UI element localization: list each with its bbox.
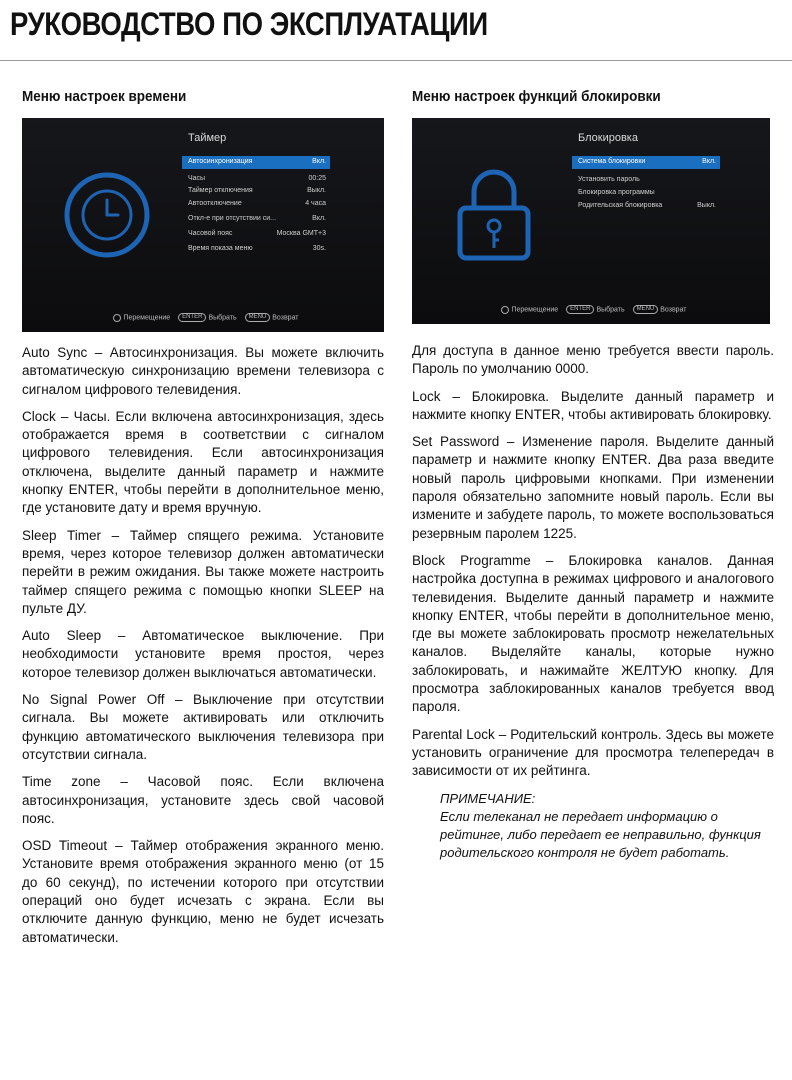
menu-item-no-signal-off[interactable]: Откл-е при отсутствии си... Вкл. — [188, 215, 326, 222]
menu-item-osd-timeout[interactable]: Время показа меню 30s. — [188, 245, 326, 252]
menu-item-clock[interactable]: Часы 00:25 — [188, 175, 326, 182]
timer-menu-screenshot — [22, 118, 384, 332]
paragraph-password-intro: Для доступа в данное меню требуется ввести пароль. Пароль по умолчанию 0000. — [412, 343, 774, 377]
menu-item-lock-system[interactable]: Система блокировки Вкл. — [572, 156, 720, 169]
page-title: РУКОВОДСТВО ПО ЭКСПЛУАТАЦИИ — [10, 6, 488, 42]
menu-item-sleep-timer[interactable]: Таймер отключения Выкл. — [188, 187, 326, 194]
dpad-icon — [113, 314, 121, 322]
padlock-icon — [454, 164, 534, 264]
screen-footer: Перемещение ENTER Выбрать MENU Возврат — [22, 313, 384, 322]
enter-key: ENTER — [566, 305, 594, 314]
paragraph-osd-timeout: OSD Timeout – Таймер отображения экранного меню. Установите время отображения экранного меню (от 15 до 60 секунд), по истечении которого при отсутствии операций оно будет исчезать с экрана. Если вы отключите данную функцию, меню не будет исчезать автоматически. — [22, 838, 384, 945]
screen-title: Блокировка — [578, 132, 638, 144]
paragraph-auto-sync: Auto Sync – Автосинхронизация. Вы можете включить автоматическую синхронизацию времени телевизора с сигналом цифрового телевидения. — [22, 345, 384, 397]
screen-footer: Перемещение ENTER Выбрать MENU Возврат — [412, 305, 770, 314]
paragraph-block-programme: Block Programme – Блокировка каналов. Данная настройка доступна в режимах цифрового и аналогового телевидения. Выделите данный параметр и нажмите кнопку ENTER, чтобы перейти в дополнительное меню, где вы можете заблокировать просмотр нежелательных каналов. Выделяйте каналы, которые нужно заблокировать, и нажимайте ЖЕЛТУЮ кнопку. Для просмотра заблокированных каналов требуется ввод пароля. — [412, 552, 774, 715]
paragraph-set-password: Set Password – Изменение пароля. Выделите данный параметр и нажмите кнопку ENTER. Два раза введите новый пароль цифровыми кнопками. При изменении пароля обязательно запомните новый пароль. Если вы измените и забудете пароль, то можете воспользоваться резервным паролем 1225. — [412, 434, 774, 541]
paragraph-auto-sleep: Auto Sleep – Автоматическое выключение. При необходимости установите время простоя, через которое телевизор должен выключаться автоматически. — [22, 628, 384, 680]
time-settings-heading: Меню настроек времени — [22, 88, 187, 105]
menu-item-block-programme[interactable]: Блокировка программы — [578, 189, 655, 196]
lock-settings-text — [412, 342, 774, 781]
paragraph-lock: Lock – Блокировка. Выделите данный параметр и нажмите кнопку ENTER, чтобы активировать блокировку. — [412, 388, 774, 422]
paragraph-time-zone: Time zone – Часовой пояс. Если включена автосинхронизация, установите здесь свой часовой пояс. — [22, 774, 384, 826]
note-text: Если телеканал не передает информацию о рейтинге, либо передает ее неправильно, функция родительского контроля не будет работать. — [440, 808, 761, 860]
right-column — [412, 88, 774, 862]
lock-menu-screenshot — [412, 118, 770, 324]
paragraph-clock: Clock – Часы. Если включена автосинхронизация, здесь отображается время в соответствии с сигналом цифрового телевидения. Если автосинхронизация отключена, выделите данный параметр и нажмите кнопку ENTER, чтобы перейти в дополнительное меню, где установите дату и время вручную. — [22, 408, 384, 516]
note-block — [440, 790, 770, 862]
left-column — [22, 88, 384, 956]
menu-key: MENU — [245, 313, 271, 322]
enter-key: ENTER — [178, 313, 206, 322]
lock-settings-heading: Меню настроек функций блокировки — [412, 88, 661, 105]
clock-icon — [62, 170, 152, 260]
note-title: ПРИМЕЧАНИЕ: — [440, 790, 536, 806]
menu-item-parental-lock[interactable]: Родительская блокировка Выкл. — [578, 202, 716, 209]
title-divider — [0, 60, 792, 61]
paragraph-sleep-timer: Sleep Timer – Таймер спящего режима. Установите время, через которое телевизор должен автоматически перейти в режим ожидания. Вы также можете настроить таймер спящего режима с помощью кнопки SLEEP на пульте ДУ. — [22, 527, 384, 616]
menu-item-auto-sync[interactable]: Автосинхронизация Вкл. — [182, 156, 330, 169]
dpad-icon — [501, 306, 509, 314]
menu-key: MENU — [633, 305, 659, 314]
menu-item-time-zone[interactable]: Часовой пояс Москва GMT+3 — [188, 230, 326, 237]
paragraph-parental-lock: Parental Lock – Родительский контроль. Здесь вы можете установить ограничение для просмотра телепередач в зависимости от их рейтинга. — [412, 726, 774, 779]
paragraph-no-signal-power-off: No Signal Power Off – Выключение при отсутствии сигнала. Вы можете активировать или отключить функцию автоматического выключения телевизора при отсутствии сигнала. — [22, 692, 384, 762]
screen-title: Таймер — [188, 132, 227, 144]
menu-item-auto-sleep[interactable]: Автоотключение 4 часа — [188, 200, 326, 207]
menu-item-set-password[interactable]: Установить пароль — [578, 176, 640, 183]
time-settings-text — [22, 344, 384, 947]
